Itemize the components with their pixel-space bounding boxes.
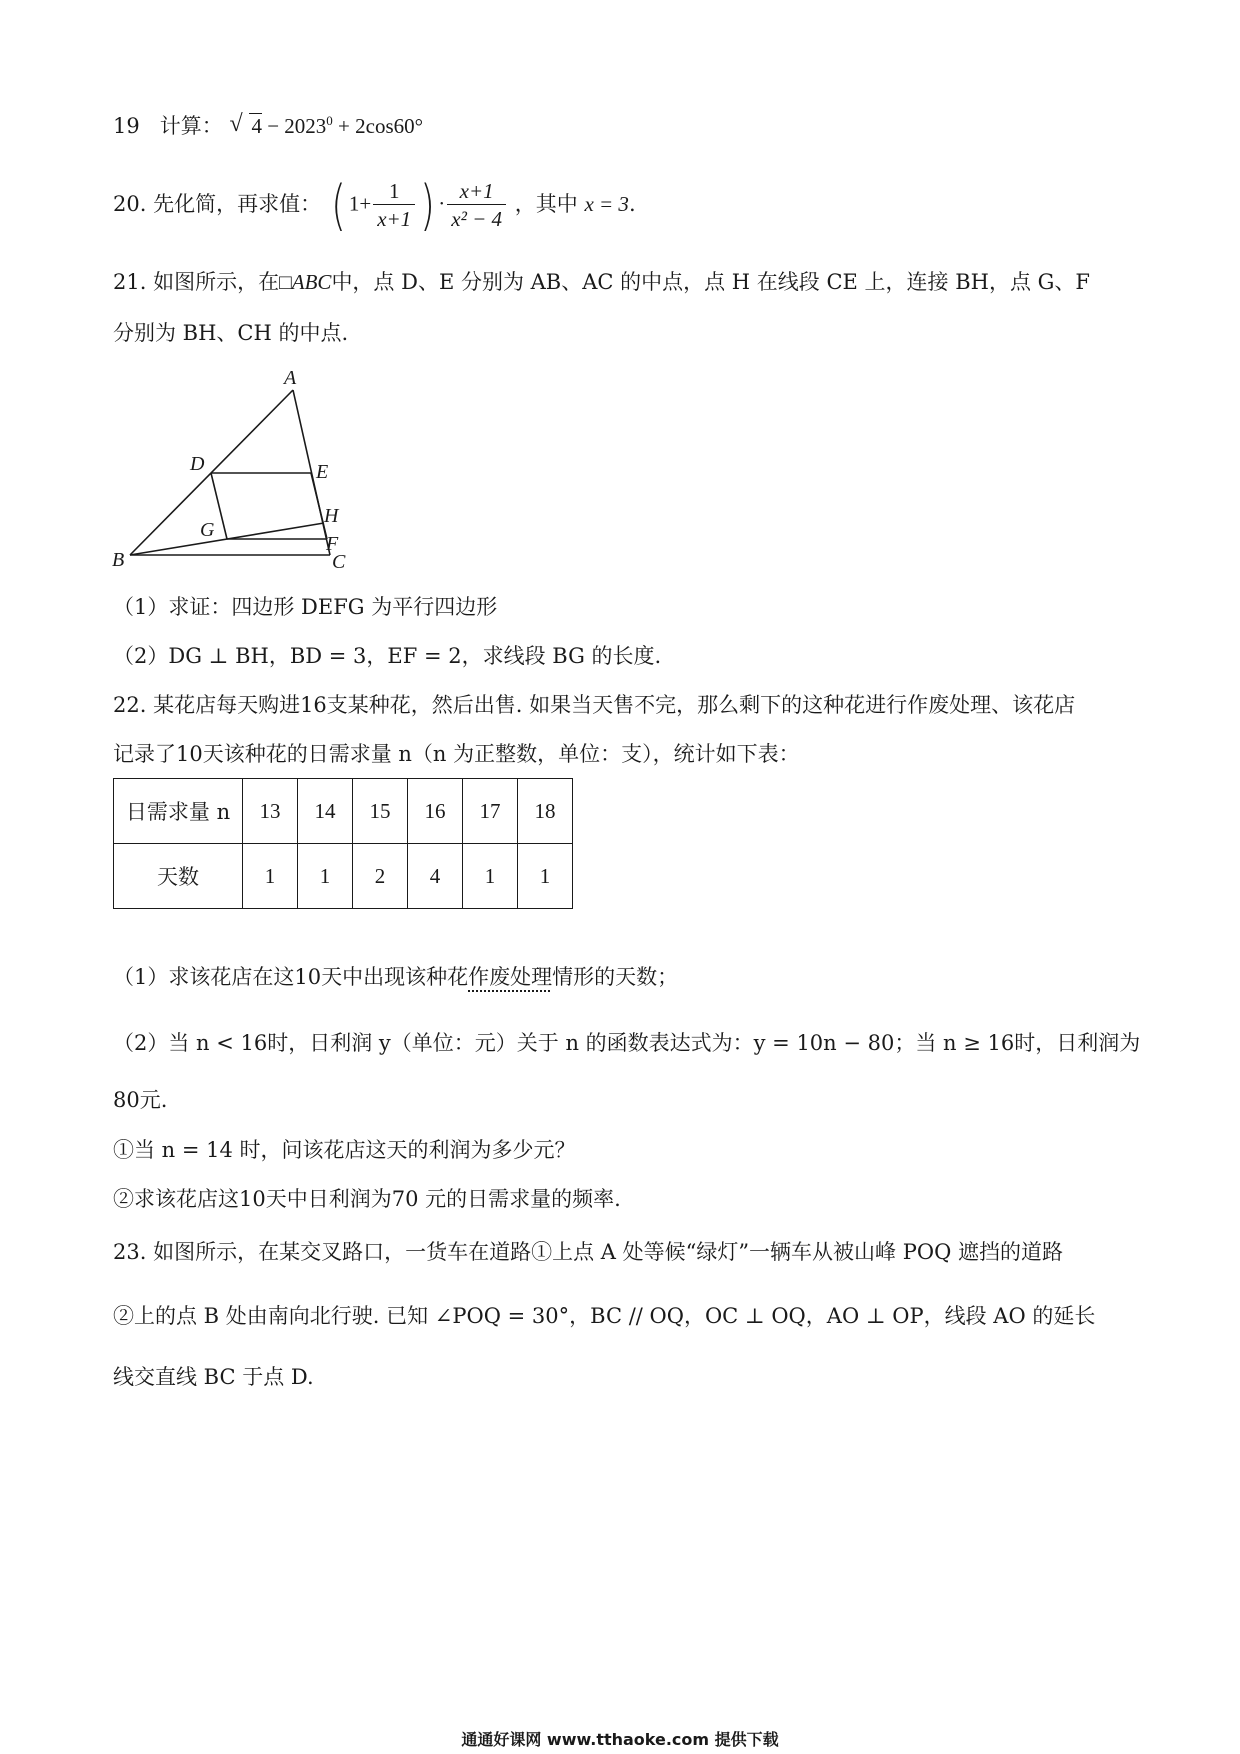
table-cell: 13 — [243, 779, 298, 844]
label-C: C — [332, 551, 346, 570]
fraction-2: $\frac{x+1}{\text{x² − 4}}$ — [447, 178, 506, 233]
table-header-days: 天数 — [114, 844, 243, 909]
triangle-figure — [110, 370, 350, 570]
question-22-sub-1: ①当 n = 14 时，问该花店这天的利润为多少元？ — [113, 1138, 576, 1162]
table-cell: 17 — [463, 779, 518, 844]
footer-watermark: 通通好课网 www.tthaoke.com 提供下载 — [461, 1730, 779, 1749]
question-21-line-1: 21. 如图所示，在□ABC中，点 D、E 分别为 AB、AC 的中点，点 H 在线段 CE 上，连接 BH，点 G、F — [113, 270, 1090, 294]
table-cell: 15 — [353, 779, 408, 844]
q20-prefix: 20. 先化简，再求值： — [113, 192, 322, 216]
label-E: E — [316, 461, 329, 483]
table-cell: 1 — [298, 844, 353, 909]
question-21-part-1: （1）求证：四边形 DEFG 为平行四边形 — [113, 595, 498, 619]
table-row — [114, 779, 573, 844]
question-23-line-1: 23. 如图所示，在某交叉路口，一货车在道路①上点 A 处等候“绿灯”一辆车从被山峰 POQ 遮挡的道路 — [113, 1240, 1063, 1264]
q19-expression: √ $4 - 2023^0 + 2\cos 60^\circ$ — [229, 114, 423, 138]
table-cell: 16 — [408, 779, 463, 844]
q19-number: 19 — [113, 114, 140, 138]
table-cell: 4 — [408, 844, 463, 909]
label-F: F — [326, 533, 339, 555]
table-cell: 1 — [518, 844, 573, 909]
question-22-part-1: （1）求该花店在这10天中出现该种花作废处理情形的天数； — [113, 965, 679, 989]
demand-table — [113, 778, 573, 909]
question-23-line-3: 线交直线 BC 于点 D. — [113, 1365, 314, 1389]
table-cell: 18 — [518, 779, 573, 844]
fraction-1: $\frac{1}{x+1}$ — [373, 178, 415, 233]
table-cell: 1 — [243, 844, 298, 909]
table-cell: 14 — [298, 779, 353, 844]
table-row — [114, 844, 573, 909]
label-B: B — [112, 549, 125, 570]
table-header-demand: 日需求量 n — [114, 779, 243, 844]
sqrt-symbol: √ 4 — [229, 111, 262, 138]
table-cell: 1 — [463, 844, 518, 909]
question-23-line-2: ②上的点 B 处由南向北行驶. 已知 ∠POQ = 30°，BC // OQ，OC ⊥ OQ，AO ⊥ OP，线段 AO 的延长 — [113, 1304, 1096, 1328]
question-19 — [113, 106, 423, 141]
table-cell: 2 — [353, 844, 408, 909]
emphasis-dotted: 作废处理 — [468, 965, 553, 989]
question-22-part-2-line-1: （2）当 n < 16时，日利润 y（单位：元）关于 n 的函数表达式为：y = 10n − 80；当 n ≥ 16时，日利润为 — [113, 1031, 1141, 1055]
question-22-line-1: 22. 某花店每天购进16支某种花，然后出售. 如果当天售不完，那么剩下的这种花进行作废处理、该花店 — [113, 693, 1076, 717]
label-G: G — [200, 519, 215, 541]
question-21-line-2: 分别为 BH、CH 的中点. — [113, 321, 349, 345]
question-21-part-2: （2）DG ⊥ BH，BD = 3，EF = 2，求线段 BG 的长度. — [113, 644, 662, 668]
label-D: D — [190, 453, 205, 475]
label-A: A — [284, 370, 297, 389]
question-22-part-2-line-2: 80元. — [113, 1088, 168, 1112]
q19-label: 计算： — [159, 114, 223, 138]
question-20: 20. 先化简，再求值： ( 1+ $\frac{1}{x+1}$ ) · $\frac{x+1}{\text{x² − 4}}$ ，其中 x = 3. — [113, 173, 636, 237]
label-H: H — [324, 505, 339, 527]
question-22-line-2: 记录了10天该种花的日需求量 n（n 为正整数，单位：支），统计如下表： — [113, 742, 800, 766]
q20-condition: x = 3 — [584, 192, 629, 216]
q20-expression: ( 1+ $\frac{1}{x+1}$ ) · $\frac{x+1}{\text{x² − 4}}$ — [328, 178, 508, 233]
q20-suffix: ，其中 — [514, 192, 578, 216]
question-22-sub-2: ②求该花店这10天中日利润为70 元的日需求量的频率. — [113, 1187, 621, 1211]
